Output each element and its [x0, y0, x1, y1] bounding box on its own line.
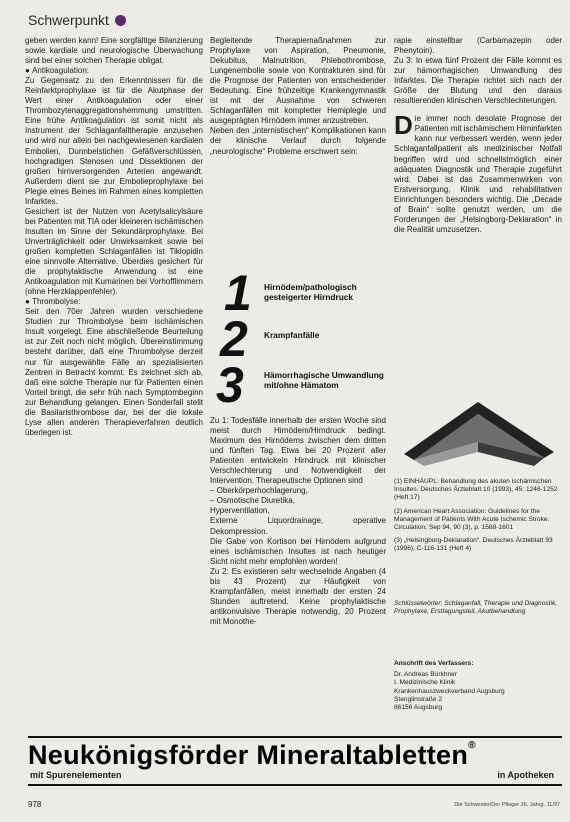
- address-line-2: I. Medizinische Klinik: [394, 679, 456, 687]
- col1-paragraph-3: Gesichert ist der Nutzen von Acetylsalicylsäure bei Patienten mit TIA oder kleineren ischämischen Insulten im Sinne der Sekundärprophylaxe. Bei Unverträglichkeit oder Unwirksamkeit sowie bei großen kompletten Schlaganfällen ist Tiklopidin eine sinnvolle Alternative. Überdies gesichert für die prophylaktische Anwendung ist eine Antikoagulation mit Kumarinen bei Vorhofflimmern (ohne Herzklappenfehler).: [25, 206, 203, 297]
- col1-heading-antikoagulation: ● Antikoagulation:: [25, 66, 203, 76]
- col2-paragraph-2: Neben den „internistischen“ Komplikationen kann der klinische Verlauf durch folgende „neurologische“ Probleme erschwert sein:: [210, 126, 386, 156]
- column-2-bottom: [210, 416, 386, 627]
- callout-number-2: 2: [220, 311, 248, 367]
- section-title: Schwerpunkt: [28, 12, 109, 28]
- col3-paragraph-3: [394, 110, 562, 235]
- col3-paragraph-2: Zu 3: In etwa fünf Prozent der Fälle kommt es zur hämorrhagischen Umwandlung des Infarktes. Die Therapie richtet sich nach der Größe der Blutung und den daraus resultierenden klinischen Verschlechterungen.: [394, 56, 562, 106]
- col1-paragraph-1: geben werden kann! Eine sorgfältige Bilanzierung sowie kardiale und neurologische Überwachung sind bei einer solchen Therapie obligat.: [25, 36, 203, 66]
- address-line-1: Dr. Andreas Bürkhner: [394, 671, 458, 679]
- address-line-3: Krankenhauszweckverband Augsburg: [394, 687, 505, 695]
- col2-list-item-1: – Oberkörperhochlagerung,: [210, 486, 308, 496]
- ad-registered-mark: ®: [468, 740, 476, 751]
- col3-paragraph-1: rapie einstellbar (Carbamazepin oder Phenytoin).: [394, 36, 562, 56]
- reference-2: (2) American Heart Association: Guidelines for the Management of Patients With Acute Ischemic Stroke. Circulation, Sep 94, 90 (3), p. 1588-1601: [394, 507, 550, 532]
- page-number: 978: [28, 800, 42, 809]
- ad-title-text: Neukönigsförder Mineraltabletten: [28, 740, 469, 770]
- callout-text-3: Hämorrhagische Umwandlung mit/ohne Hämatom: [264, 370, 384, 390]
- ad-title: [28, 740, 476, 771]
- col2-list-item-2: – Osmotische Diuretika,: [210, 496, 295, 506]
- address-line-5: 86156 Augsburg: [394, 704, 443, 712]
- dropcap: D: [394, 110, 413, 141]
- advertisement-banner: [28, 736, 562, 786]
- callout-text-1: Hirnödem/pathologisch gesteigerter Hirndruck: [264, 282, 357, 302]
- col2-paragraph-5: Zu 2: Es existieren sehr wechselnde Angaben (4 bis 43 Prozent) zur Häufigkeit von Krampfanfällen, meist innerhalb der ersten 24 Stunden auftretend. Keine prophylaktische antikonvulsive Therapie notwendig, 20 Prozent mit Monothe-: [210, 566, 386, 626]
- col2-list-item-3: Hyperventilation,: [210, 506, 270, 516]
- section-dot-icon: [115, 15, 126, 26]
- ad-availability: in Apotheken: [497, 770, 554, 780]
- column-2-top: [210, 36, 386, 157]
- column-1: [25, 36, 203, 438]
- keywords: Schlüsselwörter: Schlaganfall, Therapie und Diagnostik, Prophylaxe, Ersttagungsteil, Akutbehandlung: [394, 600, 558, 616]
- journal-footer: Die Schwester/Der Pfleger 36. Jahrg. 11/97: [454, 802, 560, 808]
- col2-paragraph-4: Die Gabe von Kortison bei Hirnödem aufgrund eines ischämischen Insultes ist nach heutiger Sicht nicht mehr empfohlen worden!: [210, 536, 386, 566]
- col3-paragraph-3-text: ie immer noch desolate Prognose der Patienten mit ischämischem Hirninfarkten kann nur verbessert werden, wenn jeder Schlaganfallpatient als medizinischer Notfall begriffen wird und schnellstmöglich einer adäquaten Diagnostik und Therapie zugeführt wird. Dabei ist das Zusammenwirken von Erstversorgung, Klinik und rehabilitativen Einrichtungen besonders wichtig. Die „Decade of Brain“ sollte genutzt werden, um die Forderungen der „Helsingborg-Deklaration“ in die Realität umzusetzen.: [394, 114, 562, 234]
- col2-list-item-4: Externe Liquordrainage, operative Dekompression.: [210, 516, 386, 536]
- author-address: [394, 660, 562, 712]
- address-heading: Anschrift des Verfassers:: [394, 660, 474, 667]
- ad-subtitle: mit Spurenelementen: [30, 770, 122, 780]
- callout-text-2: Krampfanfälle: [264, 330, 320, 340]
- section-header: [28, 12, 126, 28]
- column-3: [394, 36, 562, 235]
- col2-paragraph-1: Begleitende Therapiemaßnahmen zur Prophylaxe von Aspiration, Pneumonie, Dekubitus, Malnutrition, Phlebothrombose, Lungenembolie sowie von Kontrakturen sind für die Prognose der Patienten von entscheidender Bedeutung. Eine frühzeitige Krankengymnastik ist mit der Ausnahme von schweren Schlaganfällen mit kompletter Hemiplegie und ausgeprägten Hirnödem immer anzustreben.: [210, 36, 386, 126]
- col1-heading-thrombolyse: ● Thrombolyse:: [25, 297, 203, 307]
- reference-1: (1) EINHÄUPL: Behandlung des akuten ischämischen Insultes. Deutsches Ärzteblatt 10 (1993), 45: 1246-1252 (Heft 17): [394, 478, 558, 502]
- reference-3: (3) „Helsingborg-Deklaration“. Deutsches Ärzteblatt 93 (1996), C-116-131 (Heft 4): [394, 537, 553, 553]
- references: [394, 478, 562, 559]
- col1-paragraph-4: Seit den 70er Jahren wurden verschiedene Studien zur Thrombolyse beim ischämischen Insult vorgelegt. Eine abschließende Beurteilung ist zur Zeit noch nicht möglich. Übereinstimmung besteht darüber, daß eine Thrombolyse derzeit nur für ausgewählte Fälle an spezialisierten Zentren in Betracht kommt. Es zeichnet sich ab, daß eine solche Therapie nur für Patienten einen Vorteil bringt, die sehr früh nach Symptombeginn zur Behandlung gelangen. Einen Sonderfall stellt die Basilaristhrombose dar, bei der die lokale Lyse allen anderen Therapieverfahren deutlich überlegen ist.: [25, 307, 203, 437]
- callout-number-3: 3: [216, 357, 244, 413]
- col2-paragraph-3: Zu 1: Todesfälle innerhalb der ersten Woche sind meist durch Hirnödem/Hirndruck bedingt. Maximum des Hirnödems zwischen dem dritten und fünften Tag. Etwa bei 20 Prozent aller Patienten entwickeln Hirndruck mit klinischer Verschlechterung und Notwendigkeit der Intervention. Therapeutische Optionen sind: [210, 416, 386, 486]
- complications-callout: [210, 265, 386, 413]
- callout-number-1: 1: [224, 265, 252, 321]
- address-line-4: Stenglinstraße 2: [394, 695, 443, 703]
- roof-graphic-icon: [394, 392, 562, 472]
- col1-paragraph-2: Zu Gegensatz zu den Erkenntnissen für die Reinfarktprophylaxe ist für die Akutphase der Wert einer Antikoagulation oder einer Thrombozytenaggregationshemmung umstritten. Eine frühe Antikoagulation ist somit nicht als Instrument der Schlaganfalltherapie anzusehen und wird nur allein bei nachgewiesenen kardialen Embolien, Dunnbelstichen Gefäßverschlüssen, hochgradigen Stenosen und Dissektionen der großen hirnversorgenden Arterien angewandt. Außerdem dient sie zur Embolieprophylaxe bei Plegie eines Beines im Rahmen eines kompletten Infarktes.: [25, 76, 203, 206]
